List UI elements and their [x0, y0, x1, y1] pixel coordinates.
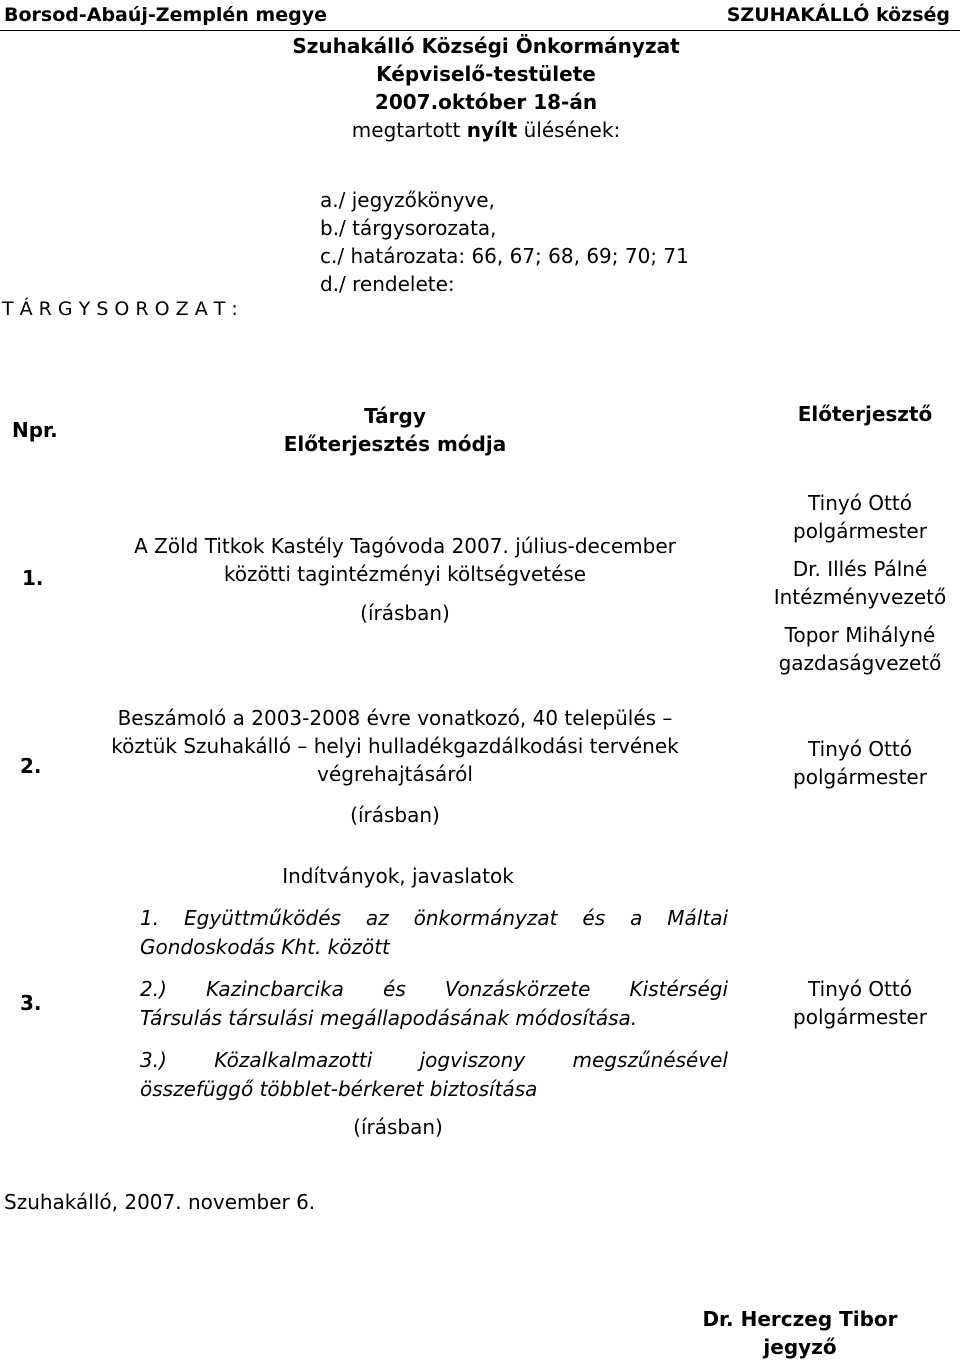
item-2-mode: (írásban)	[350, 803, 440, 827]
contents-b: b./ tárgysorozata,	[320, 216, 497, 240]
item-1-presenter-3-title: gazdaságvezető	[778, 651, 942, 675]
signer-name: Dr. Herczeg Tibor	[702, 1307, 898, 1331]
item-2-number: 2.	[20, 754, 42, 778]
title-line-2: Képviselő-testülete	[376, 62, 596, 86]
item-3-sub-3-line-2: összefüggő többlet-bérkeret biztosítása	[140, 1077, 538, 1101]
item-2-subject-line-3: végrehajtásáról	[317, 762, 473, 786]
item-1-presenter-2-name: Dr. Illés Pálné	[792, 557, 928, 581]
item-1-subject	[80, 532, 730, 588]
title-line-4-prefix: megtartott	[351, 118, 467, 142]
county-name: Borsod-Abaúj-Zemplén megye	[4, 4, 327, 26]
header-rule	[0, 30, 960, 31]
item-1-presenter-2-title: Intézményvezető	[773, 585, 947, 609]
contents-a: a./ jegyzőkönyve,	[320, 188, 495, 212]
place-date: Szuhakálló, 2007. november 6.	[4, 1190, 316, 1214]
col-header-presenter: Előterjesztő	[797, 402, 933, 426]
title-line-3: 2007.október 18-án	[374, 90, 598, 114]
item-1-presenters	[760, 489, 960, 677]
contents-c: c./ határozata: 66, 67; 68, 69; 70; 71	[320, 244, 689, 268]
item-2-subject-line-2: köztük Szuhakálló – helyi hulladékgazdálkodási tervének	[111, 734, 679, 758]
contents-d: d./ rendelete:	[320, 272, 455, 296]
item-3-presenters	[760, 975, 960, 1031]
item-1-subject-line-1: A Zöld Titkok Kastély Tagóvoda 2007. július-december	[134, 534, 676, 558]
item-3-heading: Indítványok, javaslatok	[282, 864, 514, 888]
col-header-method: Előterjesztés módja	[283, 432, 507, 456]
title-line-4-suffix: ülésének:	[517, 118, 621, 142]
item-3-sub-1-line-2: Gondoskodás Kht. között	[140, 935, 390, 959]
item-3-mode: (írásban)	[353, 1115, 443, 1139]
item-2-subject-line-1: Beszámoló a 2003-2008 évre vonatkozó, 40 település –	[117, 706, 673, 730]
item-3-presenter-name: Tinyó Ottó	[808, 977, 912, 1001]
col-header-subject-block	[250, 402, 540, 458]
title-line-4	[0, 116, 960, 144]
item-1-presenter-1-name: Tinyó Ottó	[808, 491, 912, 515]
item-3-presenter-title: polgármester	[793, 1005, 927, 1029]
item-3-number: 3.	[20, 991, 42, 1015]
title-line-4-bold: nyílt	[466, 118, 518, 142]
item-3-sub-1-line-1: 1. Együttműködés az önkormányzat és a Máltai	[140, 906, 728, 930]
item-3-sub-2-line-2: Társulás társulási megállapodásának módosítása.	[140, 1006, 638, 1030]
contents-list	[320, 186, 689, 298]
col-header-npr: Npr.	[12, 418, 58, 442]
item-3-sub-items	[140, 904, 728, 1104]
signature-block	[660, 1305, 940, 1361]
item-1-presenter-1-title: polgármester	[793, 519, 927, 543]
agenda-label: T Á R G Y S O R O Z A T :	[2, 298, 238, 320]
item-2-presenter-title: polgármester	[793, 765, 927, 789]
item-1-presenter-3-name: Topor Mihályné	[784, 623, 936, 647]
item-3-sub-3-line-1: 3.) Közalkalmazotti jogviszony megszűnésével	[140, 1048, 728, 1072]
item-1-number: 1.	[22, 566, 44, 590]
item-2-presenters	[760, 735, 960, 791]
village-name: SZUHAKÁLLÓ község	[726, 4, 950, 26]
item-1-mode: (írásban)	[360, 601, 450, 625]
item-2-subject	[70, 704, 720, 788]
title-line-1: Szuhakálló Községi Önkormányzat	[292, 34, 680, 58]
item-3-sub-2-line-1: 2.) Kazincbarcika és Vonzáskörzete Kistérségi	[140, 977, 728, 1001]
item-2-presenter-name: Tinyó Ottó	[808, 737, 912, 761]
signer-title: jegyző	[763, 1335, 837, 1359]
title-block	[0, 32, 960, 144]
col-header-subject: Tárgy	[364, 404, 426, 428]
item-1-subject-line-2: közötti tagintézményi költségvetése	[223, 562, 587, 586]
